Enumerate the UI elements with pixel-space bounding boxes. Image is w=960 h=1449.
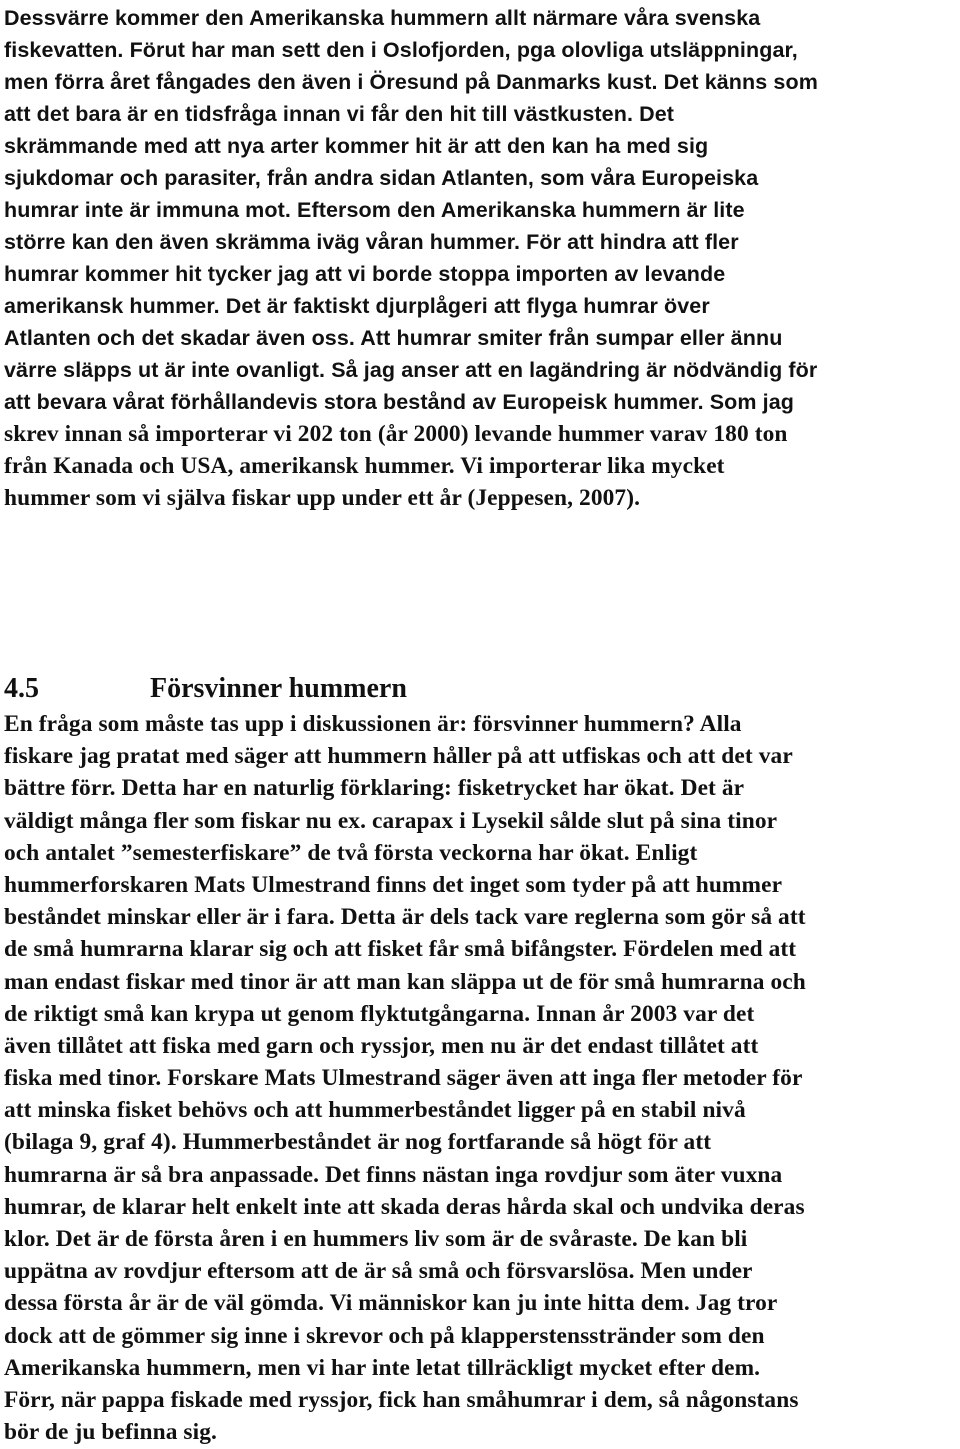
text-line: amerikansk hummer. Det är faktiskt djurplågeri att flyga humrar över bbox=[4, 294, 710, 318]
text-line: beståndet minskar eller är i fara. Detta är dels tack vare reglerna som gör så att bbox=[4, 904, 806, 931]
text-line: uppätna av rovdjur eftersom att de är så små och försvarslösa. Men under bbox=[4, 1258, 753, 1285]
text-line: från Kanada och USA, amerikansk hummer. Vi importerar lika mycket bbox=[4, 453, 725, 479]
text-line: hummerforskaren Mats Ulmestrand finns det inget som tyder på att hummer bbox=[4, 871, 783, 898]
text-line: och antalet ”semesterfiskare” de två första veckorna har ökat. Enligt bbox=[4, 839, 698, 866]
section-title: Försvinner hummern bbox=[150, 673, 407, 704]
text-line: skrämmande med att nya arter kommer hit är att den kan ha med sig bbox=[4, 134, 709, 158]
section-number: 4.5 bbox=[4, 673, 39, 704]
text-line: humrarna är så bra anpassade. Det finns nästan inga rovdjur som äter vuxna bbox=[4, 1161, 783, 1188]
text-line: de små humrarna klarar sig och att fisket får små bifångster. Fördelen med att bbox=[4, 936, 797, 963]
paragraph-american-lobster bbox=[4, 2, 956, 514]
text-line: bör de ju befinna sig. bbox=[4, 1419, 217, 1446]
text-line: hummer som vi själva fiskar upp under ett år (Jeppesen, 2007). bbox=[4, 485, 641, 511]
text-line: men förra året fångades den även i Öresund på Danmarks kust. Det känns som bbox=[4, 70, 818, 94]
text-line: man endast fiskar med tinor är att man kan släppa ut de för små humrarna och bbox=[4, 968, 806, 995]
text-line: väldigt många fler som fiskar nu ex. carapax i Lysekil sålde slut på sina tinor bbox=[4, 807, 778, 834]
text-line: humrar inte är immuna mot. Eftersom den Amerikanska hummern är lite bbox=[4, 198, 745, 222]
text-line: de riktigt små kan krypa ut genom flyktutgångarna. Innan år 2003 var det bbox=[4, 1000, 755, 1027]
text-line: att bevara vårat förhållandevis stora bestånd av Europeisk hummer. Som jag bbox=[4, 390, 795, 414]
text-line: Atlanten och det skadar även oss. Att humrar smiter från sumpar eller ännu bbox=[4, 326, 783, 350]
text-line: skrev innan så importerar vi 202 ton (år 2000) levande hummer varav 180 ton bbox=[4, 421, 788, 447]
text-line: värre släpps ut är inte ovanligt. Så jag anser att en lagändring är nödvändig för bbox=[4, 358, 818, 382]
paragraph-is-lobster-disappearing bbox=[4, 708, 956, 1448]
text-line: (bilaga 9, graf 4). Hummerbeståndet är nog fortfarande så högt för att bbox=[4, 1129, 712, 1156]
text-line: humrar, de klarar helt enkelt inte att skada deras hårda skal och undvika deras bbox=[4, 1193, 805, 1220]
text-line: dock att de gömmer sig inne i skrevor och på klapperstensstränder som den bbox=[4, 1322, 765, 1349]
text-line: klor. Det är de första åren i en hummers liv som är de svåraste. De kan bli bbox=[4, 1226, 748, 1252]
text-line: Förr, när pappa fiskade med ryssjor, fick han småhumrar i dem, så någonstans bbox=[4, 1386, 799, 1413]
text-line: Dessvärre kommer den Amerikanska hummern allt närmare våra svenska bbox=[4, 6, 761, 30]
text-line: fiska med tinor. Forskare Mats Ulmestrand säger även att inga fler metoder för bbox=[4, 1065, 803, 1092]
text-line: En fråga som måste tas upp i diskussionen är: försvinner hummern? Alla bbox=[4, 711, 742, 737]
text-line: bättre förr. Detta har en naturlig förklaring: fisketrycket har ökat. Det är bbox=[4, 775, 745, 802]
text-line: humrar kommer hit tycker jag att vi borde stoppa importen av levande bbox=[4, 262, 726, 286]
text-line: sjukdomar och parasiter, från andra sidan Atlanten, som våra Europeiska bbox=[4, 166, 759, 190]
text-line: större kan den även skrämma iväg våran hummer. För att hindra att fler bbox=[4, 230, 739, 254]
text-line: Amerikanska hummern, men vi har inte letat tillräckligt mycket efter dem. bbox=[4, 1354, 761, 1381]
text-line: att minska fisket behövs och att hummerbeståndet ligger på en stabil nivå bbox=[4, 1097, 746, 1124]
text-line: även tillåtet att fiska med garn och ryssjor, men nu är det endast tillåtet att bbox=[4, 1032, 759, 1059]
text-line: fiskevatten. Förut har man sett den i Oslofjorden, pga olovliga utsläppningar, bbox=[4, 38, 798, 62]
text-line: dessa första år är de väl gömda. Vi människor kan ju inte hitta dem. Jag tror bbox=[4, 1290, 778, 1317]
section-heading bbox=[4, 670, 407, 708]
text-line: fiskare jag pratat med säger att hummern håller på att utfiskas och att det var bbox=[4, 743, 793, 770]
text-line: att det bara är en tidsfråga innan vi får den hit till västkusten. Det bbox=[4, 102, 675, 126]
